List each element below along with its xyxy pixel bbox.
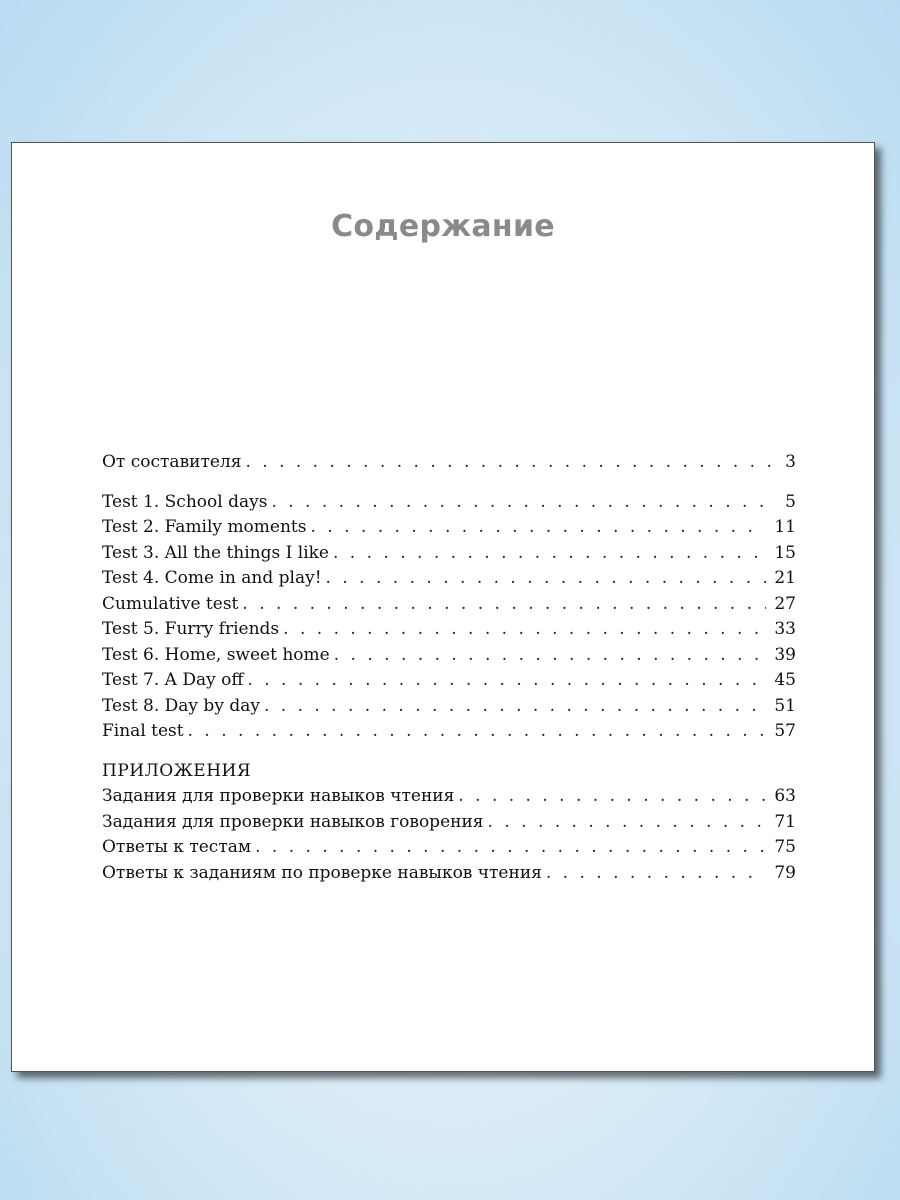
toc-entry [102,812,796,838]
toc-entry-label: Test 4. Come in and play! [102,568,322,588]
dot-leader [271,492,777,512]
toc-page-number: 57 [774,721,796,741]
toc-entry-label: Cumulative test [102,593,239,614]
toc-page-number: 27 [774,593,796,614]
toc-page-number: 15 [774,542,796,563]
toc-entry-label: Ответы к заданиям по проверке навыков чтения [102,862,542,883]
dot-leader [255,837,766,857]
toc-entry-label: От составителя [102,452,242,472]
toc-entry [102,786,796,812]
toc-page-number: 39 [774,644,796,665]
toc-page-number: 21 [774,568,796,588]
toc-page-number: 63 [774,786,796,806]
toc-entry-label: Ответы к тестам [102,837,252,857]
dot-leader [488,812,767,832]
toc-entry-label: Final test [102,721,184,741]
page-title: Содержание [331,209,555,244]
toc-entry-label: Test 6. Home, sweet home [102,644,330,665]
dot-leader [242,594,766,614]
dot-leader [188,721,767,741]
document-page [11,142,875,1072]
appendix-heading: ПРИЛОЖЕНИЯ [102,760,252,781]
toc-entry-intro [102,452,796,478]
toc-entry-label: Test 7. A Day off [102,670,244,690]
toc-page-number: 11 [774,517,796,537]
dot-leader [264,696,766,716]
dot-leader [310,517,766,537]
toc-entry [102,670,796,696]
dot-leader [333,543,766,563]
dot-leader [546,863,766,883]
toc-entry-label: Test 1. School days [102,491,268,512]
toc-entry-label: Test 8. Day by day [102,695,260,716]
toc-page-number: 33 [774,619,796,639]
toc-page-number: 79 [774,862,796,883]
toc-entry [102,696,796,722]
toc-page-number: 3 [785,452,796,472]
toc-page-number: 45 [774,670,796,690]
toc-page-number: 71 [774,811,796,832]
toc-entry-label: Test 5. Furry friends [102,619,280,639]
toc-entry-label: Test 3. All the things I like [102,542,329,563]
toc-entry [102,543,796,569]
toc-entry-label: Test 2. Family moments [102,517,307,537]
table-of-contents [102,452,796,888]
toc-page-number: 5 [785,491,796,512]
toc-entry [102,837,796,863]
toc-entry [102,594,796,620]
toc-page-number: 75 [774,837,796,857]
dot-leader [245,452,777,472]
toc-entry [102,517,796,543]
dot-leader [283,619,766,639]
toc-entry [102,863,796,889]
toc-entry-label: Задания для проверки навыков чтения [102,786,455,806]
toc-entry [102,645,796,671]
dot-leader [334,645,767,665]
dot-leader [458,786,766,806]
toc-page-number: 51 [774,695,796,716]
toc-entry-label: Задания для проверки навыков говорения [102,811,484,832]
dot-leader [326,568,767,588]
toc-entry [102,568,796,594]
dot-leader [247,670,766,690]
toc-entry [102,619,796,645]
toc-entry [102,492,796,518]
toc-entry [102,721,796,747]
